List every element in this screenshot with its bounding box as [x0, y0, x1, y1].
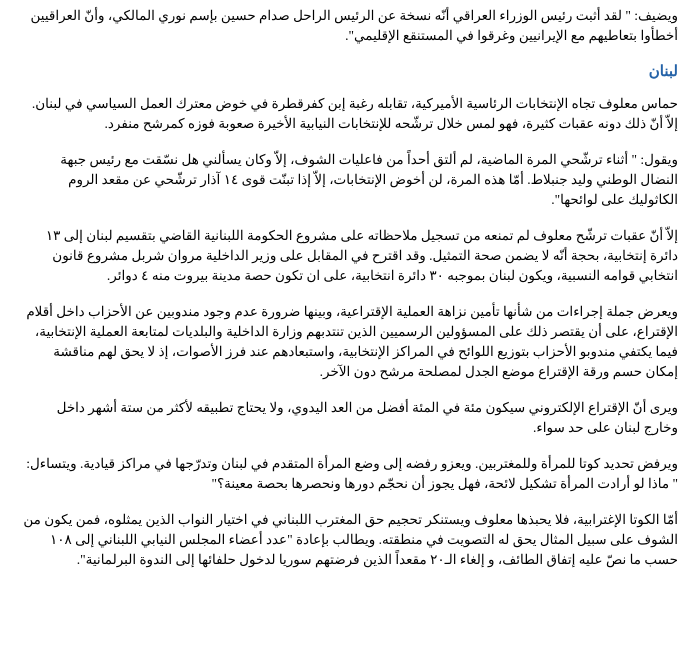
paragraph-expatriate-quota: أمّا الكوتا الإغترابية، فلا يحبذها معلوف ويستنكر تحجيم حق المغترب اللبناني في اختيار النواب الذين يمثلوه، فمن يكون من الشوف على سبيل المثال يحق له التصويت في منطقته. ويطالب بإعادة "عدد أعضاء المجلس النيابي اللبناني إلى ١٠٨ حسب ما نصّ عليه إتفاق الطائف، و إلغاء الـ٢٠ مقعداً الذين فرضتهم سوريا لدخول حلفائها إلى الندوة البرلمانية".: [23, 512, 678, 567]
section-heading-lebanon: لبنان: [648, 64, 678, 80]
paragraph-voting-integrity-measures: ويعرض جملة إجراءات من شأنها تأمين نزاهة العملية الإقتراعية، وبينها ضرورة عدم وجود مندوبين عن الأحزاب داخل أقلام الإقتراع، على أن يقتصر ذلك على المسؤولين الرسميين الذين تنتدبهم وزارة الداخلية والبلديات لمتابعة العملية الإنتخابية، فيما يكتفي مندوبو الأحزاب بتوزيع اللوائح في المراكز الإنتخابية، واستبعادهم عند فرز الأصوات، إذ لا يحق لهم مناقشة إمكان حسم ورقة الإقتراع موضع الجدل لمصلحة مرشح دون الآخر.: [26, 304, 678, 379]
paragraph-maalouf-us-elections: حماس معلوف تجاه الإنتخابات الرئاسية الأميركية، تقابله رغبة إبن كفرقطرة في خوض معترك العمل السياسي في لبنان. إلاّ أنّ ذلك دونه عقبات كثيرة، فهو لمس خلال ترشّحه للإنتخابات النيابية الأخيرة صعوبة فوزه كمرشح منفرد.: [31, 96, 678, 131]
paragraph-iraq-pm-quote: ويضيف: " لقد أثبت رئيس الوزراء العراقي أنّه نسخة عن الرئيس الراحل صدام حسين بإسم نوري المالكي، وأنّ العراقيين أخطأوا بتعاطيهم مع الإيرانيين وغرقوا في المستنقع الإقليمي".: [30, 8, 678, 43]
paragraph-women-quota: ويرفض تحديد كوتا للمرأة وللمغتربين. ويعزو رفضه إلى وضع المرأة المتقدم في لبنان وتدرّجها في مراكز قيادية. ويتساءل: " ماذا لو أرادت المرأة تشكيل لائحة، فهل يجوز أن نحجّم دورها ونحصرها بحصة معينة؟": [26, 456, 678, 491]
paragraph-electoral-districts-proposal: إلاّ أنّ عقبات ترشّح معلوف لم تمنعه من تسجيل ملاحظاته على مشروع الحكومة اللبنانية القاضي بتقسيم لبنان إلى ١٣ دائرة إنتخابية، بحجة أنّه لا يضمن صحة التمثيل. وقد اقترح في المقابل على وزير الداخلية مروان شربل مشروع قانون انتخابي قوامه النسبية، ويكون لبنان بموجبه ٣٠ دائرة انتخابية، على ان تكون حصة مدينة بيروت منه ٤ دوائر.: [45, 228, 678, 283]
paragraph-electronic-voting: ويرى أنّ الإقتراع الإلكتروني سيكون مئة في المئة أفضل من العد اليدوي، ولا يحتاج تطبيقه لأكثر من ستة أشهر داخل وخارج لبنان على حد سواء.: [56, 400, 678, 435]
paragraph-previous-candidacy-quote: ويقول: " أثناء ترشّحي المرة الماضية، لم ألتق أحداً من فاعليات الشوف، إلاّ وكان يسألني هل نسّقت مع رئيس جبهة النضال الوطني وليد جنبلاط. أمّا هذه المرة، لن أخوض الإنتخابات، إلاّ إذا تبنّت قوى ١٤ آذار ترشّحي عن مقعد الروم الكاثوليك على لوائحها".: [60, 152, 678, 207]
